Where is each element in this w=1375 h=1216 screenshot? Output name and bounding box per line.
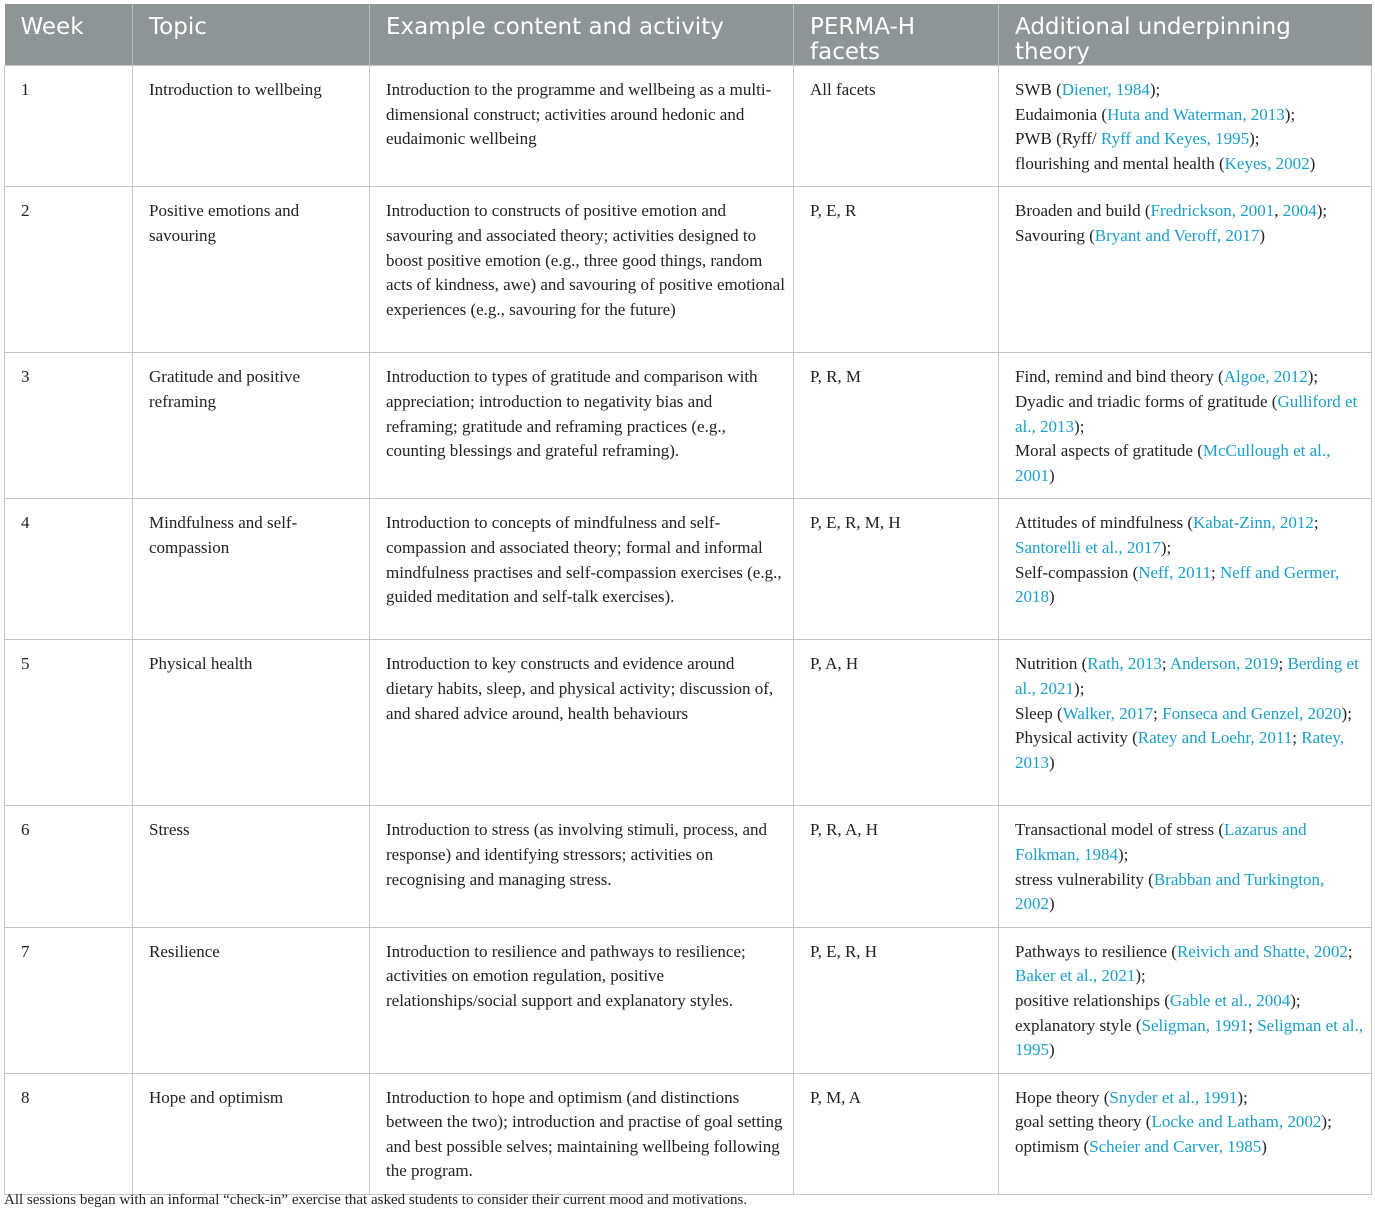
theory-entry <box>1015 652 1363 701</box>
week-cell: 4 <box>5 499 133 640</box>
theory-text: ; <box>1278 654 1288 674</box>
theory-text: Hope theory ( <box>1015 1087 1110 1107</box>
theory-entry <box>1015 702 1363 727</box>
theory-cell <box>999 187 1372 353</box>
citation-link[interactable]: Ryff and Keyes, 1995 <box>1100 129 1250 149</box>
theory-text: Nutrition ( <box>1015 654 1088 674</box>
theory-text: ); <box>1290 990 1301 1010</box>
theory-cell <box>999 353 1372 499</box>
header-row <box>5 4 1372 66</box>
theory-text: Savouring ( <box>1015 225 1095 245</box>
week-cell: 6 <box>5 806 133 927</box>
citation-link[interactable]: Brabban and Turkington, 2002 <box>1015 869 1325 914</box>
theory-entry <box>1015 989 1363 1014</box>
citation-link[interactable]: Ratey and Loehr, 2011 <box>1137 728 1293 748</box>
theory-text: Pathways to resilience ( <box>1015 941 1177 961</box>
table-footnote: All sessions began with an informal “check-in” exercise that asked students to consider their current mood and motivations. <box>4 1192 748 1208</box>
theory-text: ) <box>1049 752 1055 772</box>
theory-entry <box>1015 868 1363 917</box>
citation-link[interactable]: Diener, 1984 <box>1061 80 1150 99</box>
citation-link[interactable]: Keyes, 2002 <box>1224 153 1310 173</box>
week-cell: 3 <box>5 353 133 499</box>
theory-cell <box>999 927 1372 1073</box>
theory-cell <box>999 640 1372 806</box>
table-row <box>5 927 1372 1073</box>
theory-text: Find, remind and bind theory ( <box>1015 367 1224 387</box>
facets-cell: P, A, H <box>794 640 999 806</box>
facets-cell: P, E, R <box>794 187 999 353</box>
theory-text: ; <box>1161 654 1170 674</box>
theory-text: Eudaimonia ( <box>1015 104 1108 124</box>
citation-link[interactable]: Huta and Waterman, 2013 <box>1107 104 1285 124</box>
content-cell: Introduction to key constructs and evidence around dietary habits, sleep, and physical activity; discussion of, and shared advice around, health behaviours <box>370 640 794 806</box>
theory-cell <box>999 806 1372 927</box>
table-container <box>4 4 1371 1195</box>
theory-text: ); <box>1316 201 1328 221</box>
header-facets: PERMA-H facets <box>794 4 999 66</box>
citation-link[interactable]: Gable et al., 2004 <box>1169 990 1291 1010</box>
theory-text: Attitudes of mindfulness ( <box>1015 513 1194 533</box>
theory-entry <box>1015 152 1363 177</box>
theory-entry <box>1015 1014 1363 1063</box>
citation-link[interactable]: Algoe, 2012 <box>1223 367 1308 387</box>
theory-text: Dyadic and triadic forms of gratitude ( <box>1015 391 1278 411</box>
header-theory: Additional underpinning theory <box>999 4 1372 66</box>
citation-link[interactable]: Anderson, 2019 <box>1169 654 1279 674</box>
citation-link[interactable]: Berding et al., 2021 <box>1015 654 1359 698</box>
theory-text: ); <box>1307 367 1319 387</box>
citation-link[interactable]: Seligman, 1991 <box>1141 1015 1249 1035</box>
theory-text: Self-compassion ( <box>1015 562 1139 582</box>
citation-link[interactable]: Lazarus and Folkman, 1984 <box>1015 820 1307 864</box>
topic-cell: Stress <box>133 806 370 927</box>
header-content: Example content and activity <box>370 4 794 66</box>
table-row <box>5 499 1372 640</box>
topic-cell: Physical health <box>133 640 370 806</box>
theory-entry <box>1015 78 1363 103</box>
theory-entry <box>1015 1086 1363 1111</box>
citation-link[interactable]: Walker, 2017 <box>1062 703 1154 723</box>
content-cell: Introduction to types of gratitude and comparison with appreciation; introduction to negativity bias and reframing; gratitude and reframing practices (e.g., counting blessings and grateful reframing). <box>370 353 794 499</box>
theory-text: explanatory style ( <box>1015 1015 1142 1035</box>
theory-text: ); <box>1117 844 1129 864</box>
theory-text: optimism ( <box>1015 1136 1090 1156</box>
theory-text: ; <box>1153 703 1163 723</box>
theory-text: , <box>1274 201 1283 221</box>
facets-cell: P, R, A, H <box>794 806 999 927</box>
week-cell: 1 <box>5 66 133 187</box>
citation-link[interactable]: Reivich and Shatte, 2002 <box>1176 941 1348 961</box>
week-cell: 5 <box>5 640 133 806</box>
citation-link[interactable]: Scheier and Carver, 1985 <box>1089 1136 1262 1156</box>
topic-cell: Mindfulness and self-compassion <box>133 499 370 640</box>
table-body <box>5 66 1372 1195</box>
citation-link[interactable]: Seligman et al., 1995 <box>1015 1015 1363 1060</box>
theory-entry <box>1015 199 1363 224</box>
theory-text: SWB ( <box>1015 80 1062 99</box>
topic-cell: Gratitude and positive reframing <box>133 353 370 499</box>
theory-text: Broaden and build ( <box>1015 201 1151 221</box>
citation-link[interactable]: Kabat-Zinn, 2012 <box>1193 513 1314 533</box>
theory-entry <box>1015 818 1363 867</box>
theory-entry <box>1015 127 1363 152</box>
citation-link[interactable]: Santorelli et al., 2017 <box>1015 537 1161 557</box>
citation-link[interactable]: Fonseca and Genzel, 2020 <box>1162 703 1342 723</box>
theory-text: ); <box>1237 1087 1248 1107</box>
content-cell: Introduction to stress (as involving stimuli, process, and response) and identifying stressors; activities on recognising and managing stress. <box>370 806 794 927</box>
facets-cell: All facets <box>794 66 999 187</box>
table-row <box>5 1073 1372 1194</box>
citation-link[interactable]: Bryant and Veroff, 2017 <box>1094 225 1260 245</box>
theory-entry <box>1015 103 1363 128</box>
citation-link[interactable]: Neff, 2011 <box>1138 562 1211 582</box>
theory-text: ); <box>1160 537 1172 557</box>
table-row <box>5 806 1372 927</box>
theory-text: Transactional model of stress ( <box>1015 820 1225 840</box>
topic-cell: Positive emotions and savouring <box>133 187 370 353</box>
citation-link[interactable]: Snyder et al., 1991 <box>1109 1087 1238 1107</box>
theory-cell <box>999 1073 1372 1194</box>
table-row <box>5 640 1372 806</box>
theory-text: ); <box>1135 966 1146 986</box>
citation-link[interactable]: Rath, 2013 <box>1087 654 1162 674</box>
theory-entry <box>1015 511 1363 560</box>
week-cell: 7 <box>5 927 133 1073</box>
citation-link[interactable]: Neff and Germer, 2018 <box>1015 562 1340 607</box>
content-cell: Introduction to constructs of positive emotion and savouring and associated theory; activities designed to boost positive emotion (e.g., three good things, random acts of kindness, awe) and savouring of positive emotional experiences (e.g., savouring for the future) <box>370 187 794 353</box>
theory-entry <box>1015 390 1363 439</box>
theory-text: positive relationships ( <box>1015 990 1170 1010</box>
table-row <box>5 66 1372 187</box>
week-cell: 8 <box>5 1073 133 1194</box>
citation-link[interactable]: 2004 <box>1282 201 1317 221</box>
citation-link[interactable]: Gulliford et al., 2013 <box>1015 391 1358 436</box>
theory-entry <box>1015 940 1363 989</box>
theory-text: ; <box>1248 1015 1258 1035</box>
theory-text: ); <box>1249 129 1260 149</box>
citation-link[interactable]: Locke and Latham, 2002 <box>1151 1112 1322 1132</box>
theory-text: ) <box>1049 587 1055 607</box>
theory-text: Sleep ( <box>1015 703 1063 723</box>
theory-cell <box>999 66 1372 187</box>
theory-entry <box>1015 1110 1363 1135</box>
theory-entry <box>1015 365 1363 390</box>
theory-cell <box>999 499 1372 640</box>
theory-text: PWB (Ryff/ <box>1015 129 1101 149</box>
topic-cell: Hope and optimism <box>133 1073 370 1194</box>
theory-text: ) <box>1049 1040 1055 1060</box>
week-cell: 2 <box>5 187 133 353</box>
theory-entry <box>1015 439 1363 488</box>
theory-text: ; <box>1313 513 1319 533</box>
table-row <box>5 353 1372 499</box>
theory-text: ); <box>1341 703 1352 723</box>
content-cell: Introduction to resilience and pathways to resilience; activities on emotion regulation, positive relationships/social support and explanatory styles. <box>370 927 794 1073</box>
theory-text: Physical activity ( <box>1015 728 1138 748</box>
theory-text: ; <box>1292 728 1302 748</box>
header-topic: Topic <box>133 4 370 66</box>
content-cell: Introduction to hope and optimism (and distinctions between the two); introduction and practise of goal setting and best possible selves; maintaining wellbeing following the program. <box>370 1073 794 1194</box>
theory-text: ; <box>1347 941 1353 961</box>
theory-entry <box>1015 561 1363 610</box>
theory-text: ); <box>1074 678 1085 698</box>
table-row <box>5 187 1372 353</box>
facets-cell: P, M, A <box>794 1073 999 1194</box>
theory-text: ); <box>1284 104 1296 124</box>
facets-cell: P, E, R, M, H <box>794 499 999 640</box>
theory-text: ); <box>1321 1112 1332 1132</box>
theory-text: ); <box>1149 80 1161 99</box>
topic-cell: Resilience <box>133 927 370 1073</box>
theory-text: ) <box>1049 894 1055 914</box>
theory-text: flourishing and mental health ( <box>1015 153 1225 173</box>
theory-text: ) <box>1309 153 1316 173</box>
content-cell: Introduction to concepts of mindfulness and self-compassion and associated theory; formal and informal mindfulness practises and self-compassion exercises (e.g., guided meditation and self-talk exercises). <box>370 499 794 640</box>
theory-text: ) <box>1049 465 1055 485</box>
theory-entry <box>1015 726 1363 775</box>
citation-link[interactable]: Fredrickson, 2001 <box>1150 201 1275 221</box>
theory-text: ) <box>1259 225 1266 245</box>
facets-cell: P, R, M <box>794 353 999 499</box>
citation-link[interactable]: Baker et al., 2021 <box>1015 966 1136 986</box>
citation-link[interactable]: McCullough et al., 2001 <box>1015 441 1331 485</box>
citation-link[interactable]: Ratey, 2013 <box>1015 728 1345 772</box>
facets-cell: P, E, R, H <box>794 927 999 1073</box>
theory-entry <box>1015 224 1363 249</box>
theory-text: ); <box>1074 416 1085 436</box>
content-cell: Introduction to the programme and wellbeing as a multi-dimensional construct; activities around hedonic and eudaimonic wellbeing <box>370 66 794 187</box>
theory-text: ; <box>1210 562 1220 582</box>
programme-table <box>4 4 1372 1195</box>
theory-entry <box>1015 1135 1363 1160</box>
topic-cell: Introduction to wellbeing <box>133 66 370 187</box>
theory-text: Moral aspects of gratitude ( <box>1015 441 1203 461</box>
theory-text: stress vulnerability ( <box>1015 869 1154 889</box>
theory-text: ) <box>1261 1136 1267 1156</box>
header-week: Week <box>5 4 133 66</box>
table-header <box>5 4 1372 66</box>
theory-text: goal setting theory ( <box>1015 1112 1152 1132</box>
